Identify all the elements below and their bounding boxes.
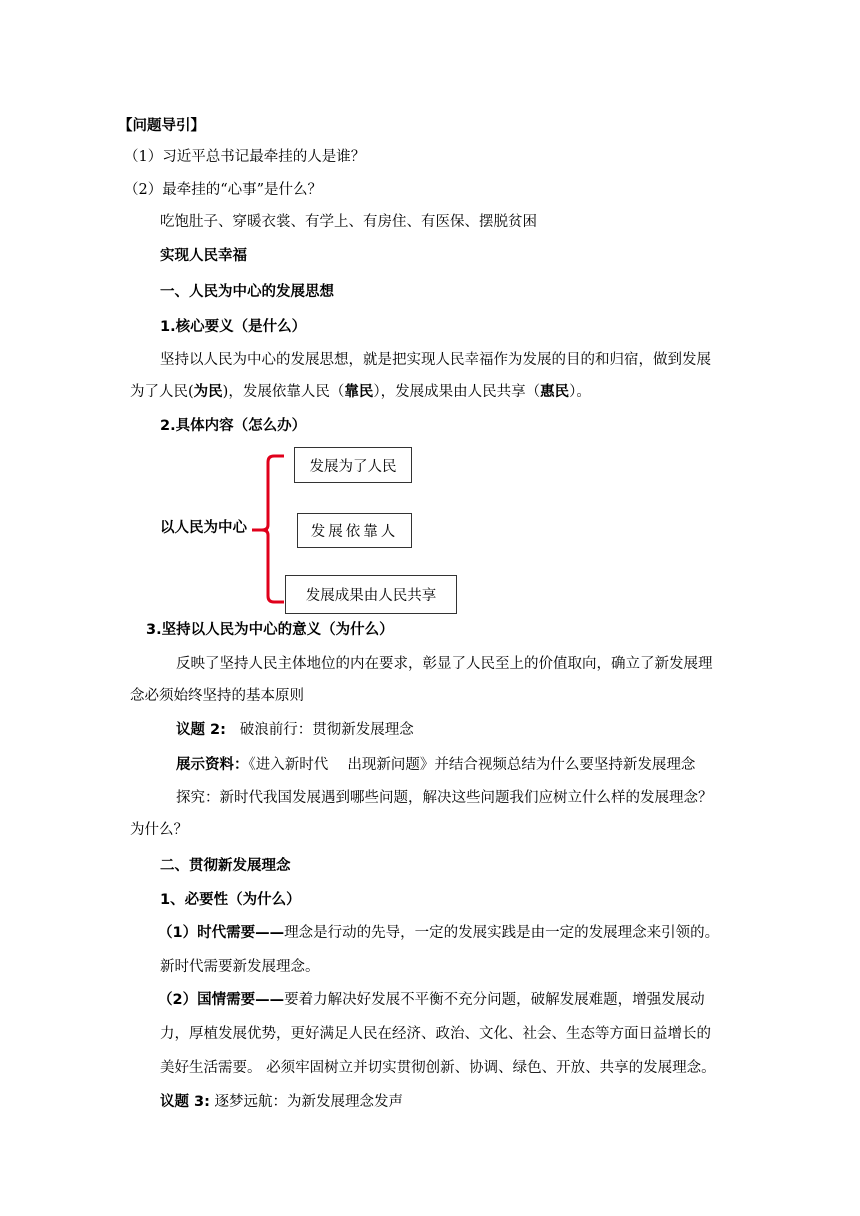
core-paragraph-line-1: 坚持以人民为中心的发展思想，就是把实现人民幸福作为发展的目的和归宿，做到发展 xyxy=(160,352,711,368)
question-guide-heading: 【问题导引】 xyxy=(118,118,205,134)
show-material: 展示资料：《进入新时代 出现新问题》并结合视频总结为什么要坚持新发展理念 xyxy=(176,757,696,773)
explore-line-2: 为什么？ xyxy=(130,822,188,838)
box-development-for-people: 发展为了人民 xyxy=(294,447,412,483)
question-1: （1）习近平总书记最牵挂的人是谁？ xyxy=(124,149,366,165)
explore-line-1: 探究：新时代我国发展遇到哪些问题，解决这些问题我们应树立什么样的发展理念？ xyxy=(176,790,713,806)
realize-happiness-heading: 实现人民幸福 xyxy=(160,248,247,264)
era-need-line-2: 新时代需要新发展理念。 xyxy=(160,959,320,975)
era-need-line-1: （1）时代需要——理念是行动的先导，一定的发展实践是由一定的发展理念来引领的。 xyxy=(158,925,720,941)
topic-2: 议题 2: 破浪前行：贯彻新发展理念 xyxy=(176,722,414,738)
topic-3: 议题 3: 逐梦远航：为新发展理念发声 xyxy=(160,1094,404,1110)
section-1-title: 一、人民为中心的发展思想 xyxy=(160,284,334,300)
box-development-results-shared: 发展成果由人民共享 xyxy=(285,575,457,614)
meaning-title: 3.坚持以人民为中心的意义（为什么） xyxy=(146,622,394,638)
specific-content-title: 2.具体内容（怎么办） xyxy=(160,418,307,434)
core-paragraph-line-2: 为了人民(为民)，发展依靠人民（靠民），发展成果由人民共享（惠民）。 xyxy=(130,384,591,400)
necessity-title: 1、必要性（为什么） xyxy=(160,892,301,908)
nation-need-line-2: 力，厚植发展优势，更好满足人民在经济、政治、文化、社会、生态等方面日益增长的 xyxy=(160,1026,711,1042)
center-label: 以人民为中心 xyxy=(160,520,247,536)
question-2: （2）最牵挂的“心事”是什么？ xyxy=(124,182,323,198)
answer-text: 吃饱肚子、穿暖衣裳、有学上、有房住、有医保、摆脱贫困 xyxy=(160,214,537,230)
meaning-paragraph-line-1: 反映了坚持人民主体地位的内在要求，彰显了人民至上的价值取向，确立了新发展理 xyxy=(176,656,713,672)
nation-need-line-1: （2）国情需要——要着力解决好发展不平衡不充分问题，破解发展难题，增强发展动 xyxy=(158,992,705,1008)
meaning-paragraph-line-2: 念必须始终坚持的基本原则 xyxy=(130,688,304,704)
section-2-title: 二、贯彻新发展理念 xyxy=(160,858,291,874)
nation-need-line-3: 美好生活需要。 必须牢固树立并切实贯彻创新、协调、绿色、开放、共享的发展理念。 xyxy=(160,1060,716,1076)
core-meaning-title: 1.核心要义（是什么） xyxy=(160,319,307,335)
box-development-relies-on-people: 发展依靠人 xyxy=(297,513,412,548)
